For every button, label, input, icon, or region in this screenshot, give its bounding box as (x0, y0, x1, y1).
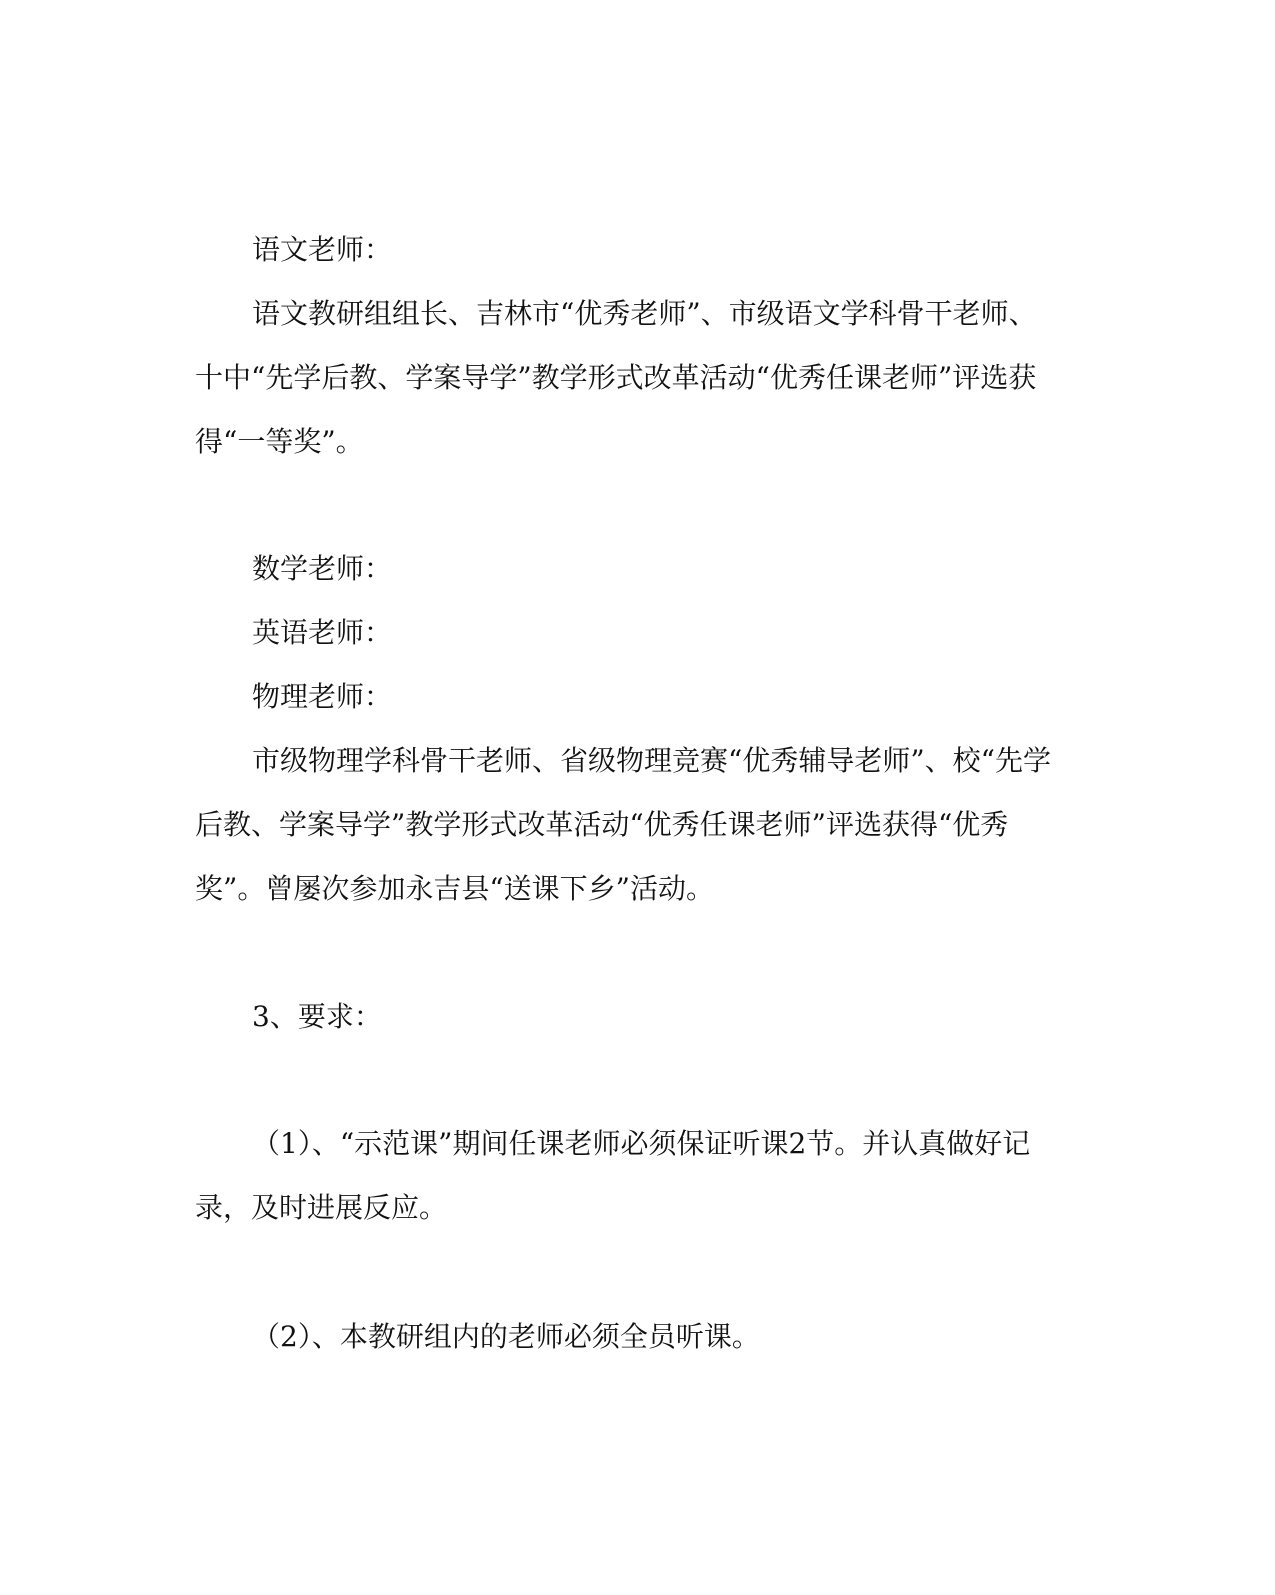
physics-teacher-heading: 物理老师： (252, 680, 393, 713)
physics-teacher-description: 市级物理学科骨干老师、省级物理竞赛“优秀辅导老师”、校“先学后教、学案导学”教学形式改革活动“优秀任课老师”评选获得“优秀奖”。曾屡次参加永吉县“送课下乡”活动。 (195, 744, 1051, 905)
requirements-heading: 3、要求： (252, 1000, 382, 1033)
requirement-item-1: （1）、“示范课”期间任课老师必须保证听课2节。并认真做好记录，及时进展反应。 (195, 1127, 1031, 1224)
math-teacher-heading: 数学老师： (252, 552, 393, 585)
english-teacher-heading: 英语老师： (252, 616, 393, 649)
chinese-teacher-heading: 语文老师： (252, 233, 393, 266)
chinese-teacher-description: 语文教研组组长、吉林市“优秀老师”、市级语文学科骨干老师、十中“先学后教、学案导学”教学形式改革活动“优秀任课老师”评选获得“一等奖”。 (195, 297, 1037, 458)
requirement-item-2: （2）、本教研组内的老师必须全员听课。 (252, 1320, 760, 1353)
